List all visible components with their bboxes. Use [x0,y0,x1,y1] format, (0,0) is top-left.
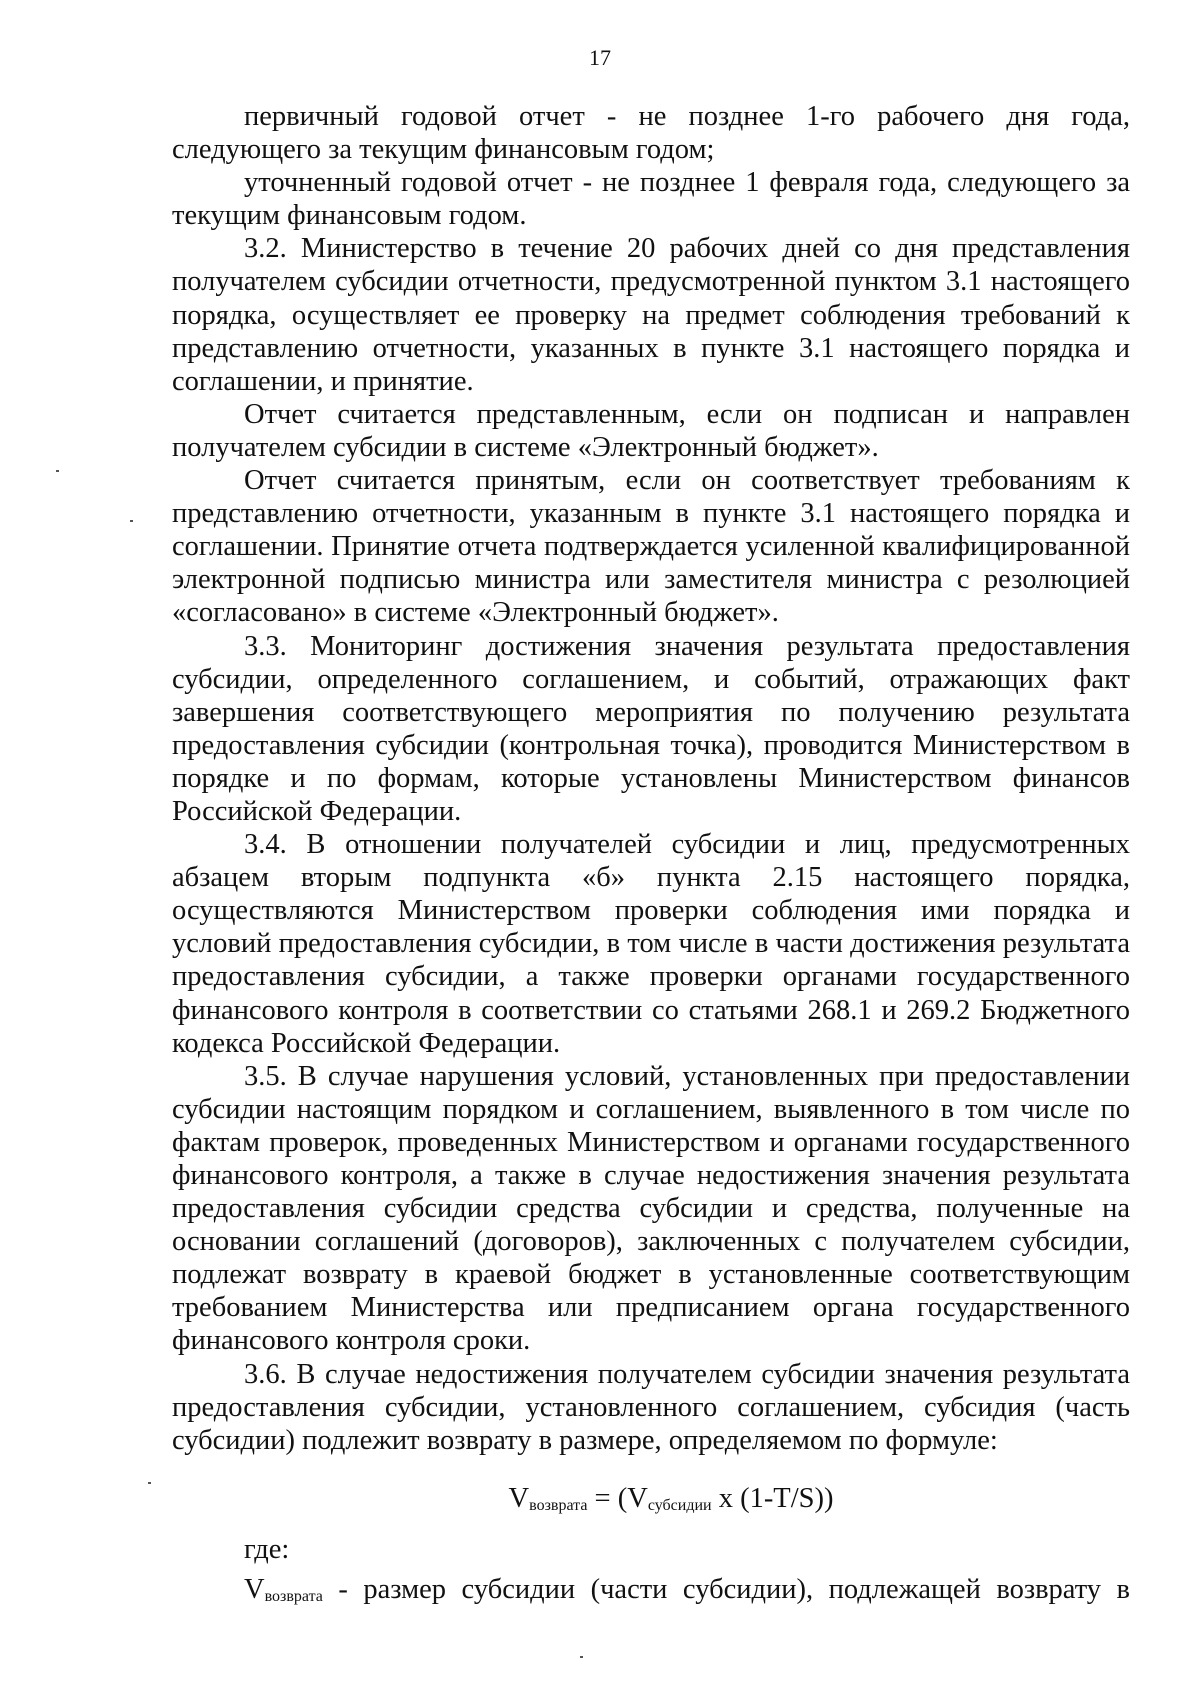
definition-text: - размер субсидии (части субсидии), подлежащей возврату в [322,1573,1130,1605]
definition-sub: возврата [264,1587,323,1605]
paragraph-3-5: 3.5. В случае нарушения условий, установленных при предоставлении субсидии настоящим порядком и соглашением, выявленного в том числе по фактам проверок, проведенных Министерством и органами государственного финансового контроля, а также в случае недостижения значения результата предоставления субсидии средства субсидии и средства, полученные на основании соглашений (договоров), заключенных с получателем субсидии, подлежат возврату в краевой бюджет в установленные соответствующим требованием Министерства или предписанием органа государственного финансового контроля сроки. [172,1060,1130,1357]
scan-speck [130,520,133,522]
formula-eq: = (V [587,1482,648,1514]
definition-refund [172,1570,1130,1617]
paragraph-3-3: 3.3. Мониторинг достижения значения результата предоставления субсидии, определенного соглашением, и событий, отражающих факт завершения соответствующего мероприятия по получению результата предоставления субсидии (контрольная точка), проводится Министерством в порядке и по формам, которые установлены Министерством финансов Российской Федерации. [172,630,1130,827]
paragraph-3-4: 3.4. В отношении получателей субсидии и лиц, предусмотренных абзацем вторым подпункта «б» пункта 2.15 настоящего порядка, осуществляются Министерством проверки соблюдения ими порядка и условий предоставления субсидии, в том числе в части достижения результата предоставления субсидии, а также проверки органами государственного финансового контроля в соответствии со статьями 268.1 и 269.2 Бюджетного кодекса Российской Федерации. [172,829,1130,1059]
scan-speck [580,1656,583,1658]
scan-speck [148,1482,151,1484]
refund-formula [172,1479,1130,1526]
paragraph-report-accepted: Отчет считается принятым, если он соответствует требованиям к представлению отчетности, указанным в пункте 3.1 настоящего порядка и соглашении. Принятие отчета подтверждается усиленной квалифицированной электронной подписью министра или заместителя министра с резолюцией «согласовано» в системе «Электронный бюджет». [172,465,1130,629]
paragraph-refined-report: уточненный годовой отчет - не позднее 1 февраля года, следующего за текущим финансовым годом. [172,167,1130,232]
paragraph-primary-report: первичный годовой отчет - не позднее 1-го рабочего дня года, следующего за текущим финансовым годом; [172,101,1130,166]
formula-sub-subsidy: субсидии [647,1496,712,1514]
definition-v: V [244,1573,265,1605]
page-number: 17 [589,45,611,70]
formula-sub-refund: возврата [529,1496,588,1514]
formula-v: V [508,1482,530,1514]
formula-rest: x (1-T/S)) [711,1482,834,1514]
document-body [172,100,1130,1617]
scan-speck [56,470,59,472]
paragraph-report-submitted: Отчет считается представленным, если он подписан и направлен получателем субсидии в системе «Электронный бюджет». [172,398,1130,463]
paragraph-3-2: 3.2. Министерство в течение 20 рабочих дней со дня представления получателем субсидии отчетности, предусмотренной пунктом 3.1 настоящего порядка, осуществляет ее проверку на предмет соблюдения требований к представлению отчетности, указанных в пункте 3.1 настоящего порядка и соглашении, и принятие. [172,233,1130,397]
paragraph-3-6: 3.6. В случае недостижения получателем субсидии значения результата предоставления субсидии, установленного соглашением, субсидия (часть субсидии) подлежит возврату в размере, определяемом по формуле: [172,1358,1130,1456]
where-label: где: [244,1533,290,1565]
